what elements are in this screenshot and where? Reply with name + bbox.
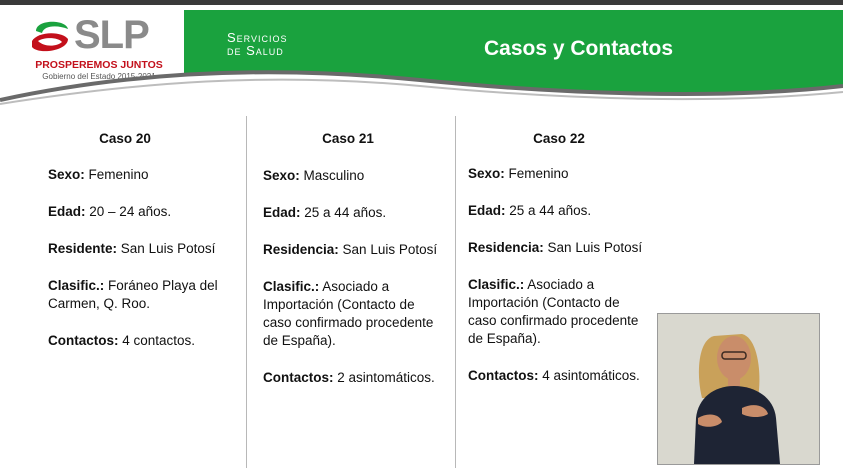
sexo-label: Sexo: (263, 168, 300, 183)
contactos-row (468, 367, 650, 385)
residencia-label: Residente: (48, 241, 118, 256)
edad-label: Edad: (468, 203, 506, 218)
contactos-row (263, 369, 445, 387)
residencia-row (48, 240, 238, 258)
residencia-value: San Luis Potosí (120, 241, 216, 256)
edad-value: 25 a 44 años. (509, 203, 592, 218)
sexo-row (48, 166, 238, 184)
contactos-label: Contactos: (48, 333, 119, 348)
clasificacion-label: Clasific.: (48, 278, 105, 293)
service-line-2: de Salud (227, 43, 284, 58)
edad-row (48, 203, 238, 221)
clasificacion-label: Clasific.: (468, 277, 525, 292)
sexo-label: Sexo: (468, 166, 505, 181)
contactos-row (48, 332, 238, 350)
contactos-value: 4 contactos. (122, 333, 196, 348)
edad-row (263, 204, 445, 222)
contactos-label: Contactos: (263, 370, 334, 385)
sexo-row (263, 167, 445, 185)
clasificacion-row (263, 278, 445, 350)
clasificacion-row (48, 277, 238, 313)
clasificacion-label: Clasific.: (263, 279, 320, 294)
residencia-label: Residencia: (468, 240, 544, 255)
contactos-label: Contactos: (468, 368, 539, 383)
residencia-value: San Luis Potosí (342, 242, 438, 257)
case-title: Caso 20 (99, 131, 151, 146)
edad-label: Edad: (263, 205, 301, 220)
residencia-row (468, 239, 650, 257)
sexo-value: Masculino (303, 168, 365, 183)
logo-government-period: Gobierno del Estado 2015-2021 (42, 72, 156, 81)
edad-row (468, 202, 650, 220)
logo-tagline: PROSPEREMOS JUNTOS (35, 59, 163, 71)
sign-language-interpreter-video (657, 313, 820, 465)
logo-wordmark: SLP (74, 13, 149, 57)
sexo-value: Femenino (88, 167, 149, 182)
clasificacion-value: Foráneo Playa del Carmen, Q. Roo. (48, 278, 218, 311)
residencia-value: San Luis Potosí (547, 240, 643, 255)
interpreter-icon (658, 314, 819, 464)
sexo-label: Sexo: (48, 167, 85, 182)
case-title: Caso 22 (533, 131, 585, 146)
case-card-20 (48, 130, 238, 350)
residencia-label: Residencia: (263, 242, 339, 257)
residencia-row (263, 241, 445, 259)
clasificacion-value: Asociado a Importación (Contacto de caso confirmado procedente de España). (263, 279, 434, 348)
edad-label: Edad: (48, 204, 86, 219)
slp-swirl-logo-icon (28, 17, 72, 57)
case-title: Caso 21 (322, 131, 374, 146)
clasificacion-row (468, 276, 650, 348)
header-swoosh (0, 60, 843, 110)
column-divider-2 (455, 116, 456, 468)
contactos-value: 2 asintomáticos. (337, 370, 435, 385)
edad-value: 25 a 44 años. (304, 205, 387, 220)
edad-value: 20 – 24 años. (89, 204, 172, 219)
case-card-22 (468, 130, 650, 385)
case-card-21 (263, 130, 445, 387)
sexo-value: Femenino (508, 166, 569, 181)
clasificacion-value: Asociado a Importación (Contacto de caso confirmado procedente de España). (468, 277, 639, 346)
contactos-value: 4 asintomáticos. (542, 368, 640, 383)
servicios-de-salud-label (227, 31, 288, 57)
slide-title: Casos y Contactos (484, 37, 674, 60)
service-line-1: Servicios (227, 30, 288, 45)
sexo-row (468, 165, 650, 183)
column-divider-1 (246, 116, 247, 468)
